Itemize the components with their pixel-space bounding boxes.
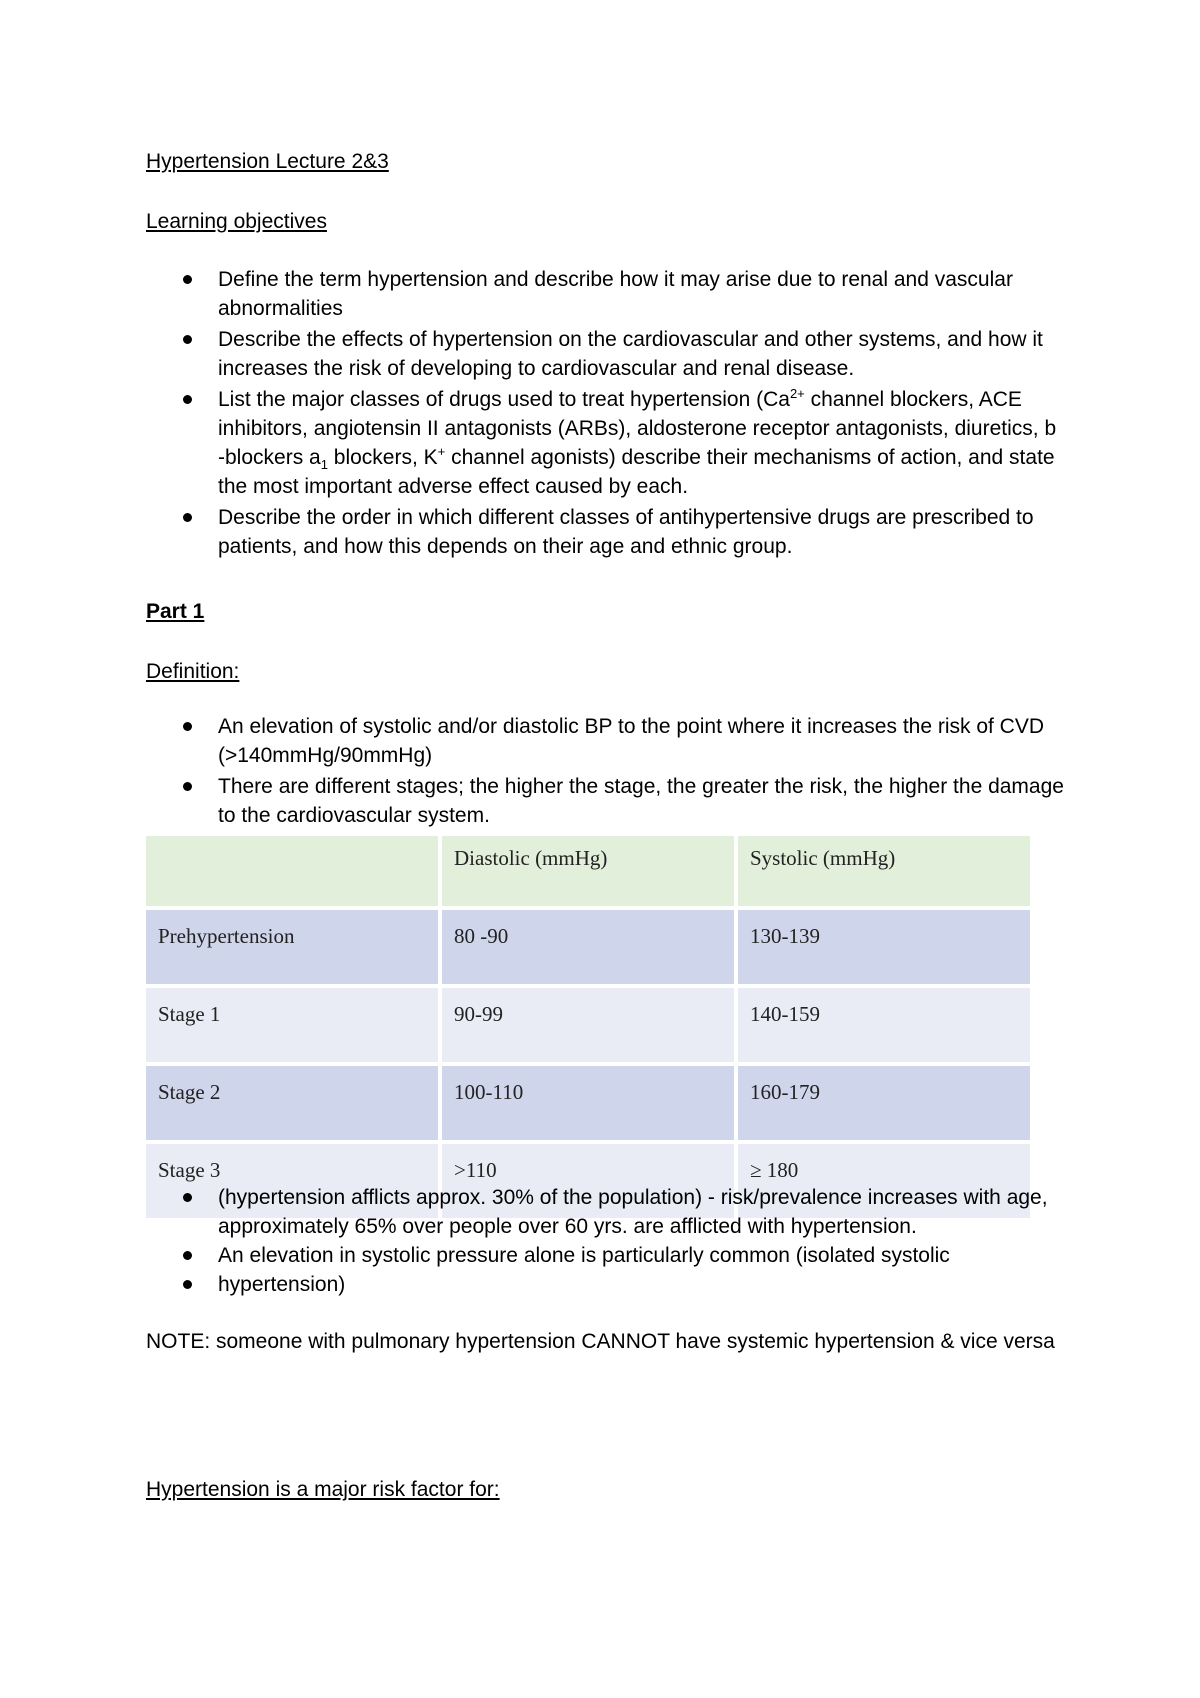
- list-item: There are different stages; the higher the stage, the greater the risk, the higher the damage to the cardiovascular system.: [146, 772, 1066, 830]
- note-paragraph: NOTE: someone with pulmonary hypertension CANNOT have systemic hypertension & vice versa: [146, 1330, 1055, 1353]
- table-cell: 140-159: [738, 988, 1030, 1062]
- bullet-icon: [183, 722, 192, 731]
- bullet-icon: [183, 513, 192, 522]
- table-cell: 80 -90: [442, 910, 734, 984]
- table-cell: Stage 3: [146, 1144, 438, 1218]
- table-row: [146, 910, 1030, 984]
- table-cell: 130-139: [738, 910, 1030, 984]
- bullet-icon: [183, 335, 192, 344]
- table-cell: Prehypertension: [146, 910, 438, 984]
- learning-objectives-list: [146, 265, 1066, 563]
- table-cell: 100-110: [442, 1066, 734, 1140]
- list-item: An elevation in systolic pressure alone is particularly common (isolated systolic: [146, 1241, 1066, 1270]
- table-cell: >110: [442, 1144, 734, 1218]
- table-cell: ≥ 180: [738, 1144, 1030, 1218]
- risk-factor-heading: Hypertension is a major risk factor for:: [146, 1478, 500, 1501]
- bullet-icon: [183, 1251, 192, 1260]
- table-row: [146, 988, 1030, 1062]
- bullet-icon: [183, 395, 192, 404]
- list-item: Define the term hypertension and describe how it may arise due to renal and vascular abnormalities: [146, 265, 1066, 323]
- table-header-row: [146, 836, 1030, 906]
- bullet-icon: [183, 275, 192, 284]
- definition-heading: Definition:: [146, 660, 240, 683]
- bullet-icon: [183, 782, 192, 791]
- list-item: Describe the order in which different classes of antihypertensive drugs are prescribed to patients, and how this depends on their age and ethnic group.: [146, 503, 1066, 561]
- bullet-icon: [183, 1193, 192, 1202]
- list-item: Describe the effects of hypertension on the cardiovascular and other systems, and how it increases the risk of developing to cardiovascular and renal disease.: [146, 325, 1066, 383]
- bp-stages-table: [142, 832, 1034, 1222]
- list-item: (hypertension afflicts approx. 30% of the population) - risk/prevalence increases with age, approximately 65% over people over 60 yrs. are afflicted with hypertension.: [146, 1183, 1066, 1241]
- table-header-cell: [146, 836, 438, 906]
- table-cell: 90-99: [442, 988, 734, 1062]
- document-title: Hypertension Lecture 2&3: [146, 150, 389, 173]
- table-header-cell: Systolic (mmHg): [738, 836, 1030, 906]
- table-cell: Stage 1: [146, 988, 438, 1062]
- prevalence-list: [146, 1183, 1066, 1299]
- table-cell: 160-179: [738, 1066, 1030, 1140]
- table-row: [146, 1066, 1030, 1140]
- definition-list: [146, 712, 1066, 832]
- table-cell: Stage 2: [146, 1066, 438, 1140]
- part-1-heading: Part 1: [146, 600, 205, 623]
- list-item: List the major classes of drugs used to treat hypertension ($Ca^{2+}$ channel blockers, ACE inhibitors, angiotensin II antagonists (ARBs), aldosterone receptor antagonists, diuretics, b -blockers $a_1$ blockers, K+ channel agonists) describe their mechanisms of action, and state the most important adverse effect caused by each.: [146, 385, 1066, 501]
- learning-objectives-heading: Learning objectives: [146, 210, 327, 233]
- list-item: An elevation of systolic and/or diastolic BP to the point where it increases the risk of CVD (>140mmHg/90mmHg): [146, 712, 1066, 770]
- bullet-icon: [183, 1280, 192, 1289]
- list-item: hypertension): [146, 1270, 1066, 1299]
- table-header-cell: Diastolic (mmHg): [442, 836, 734, 906]
